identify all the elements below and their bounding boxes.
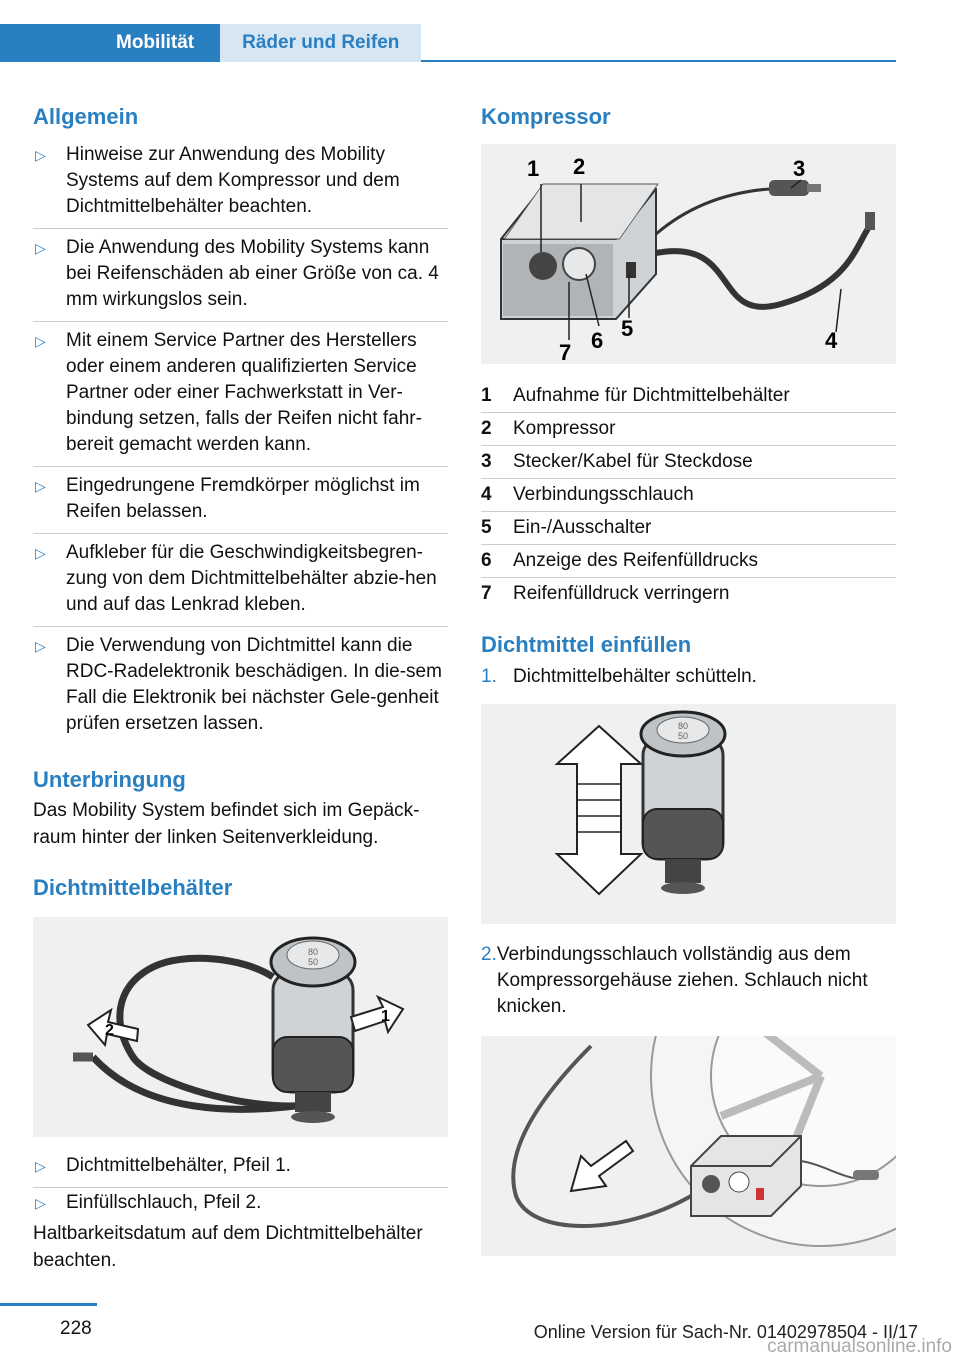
triangle-icon: ▷ — [35, 1158, 46, 1174]
list-item: ▷ Mit einem Service Partner des Herstellers oder einem anderen qualifizierten Service Partner oder einer Fachwerkstatt in Ver-bindung setzen, falls der Reifen nicht fahr-bereit gemacht werden kann. — [33, 328, 448, 467]
shake-can-label-top: 80 — [677, 721, 689, 731]
figure-sealant-container — [33, 917, 448, 1137]
compressor-label-5: 5 — [621, 316, 634, 341]
list-item: ▷ Aufkleber für die Geschwindigkeitsbegren-zung von dem Dichtmittelbehälter abzie-hen und auf das Lenkrad kleben. — [33, 540, 448, 627]
compressor-label-2: 2 — [573, 154, 586, 179]
compressor-wheel-illustration — [481, 1036, 896, 1256]
can-label-top: 80 — [307, 947, 319, 957]
heading-dichtmittel-einfuellen: Dichtmittel einfüllen — [481, 632, 692, 657]
figure-compressor — [481, 144, 896, 364]
triangle-icon: ▷ — [35, 240, 46, 256]
shake-illustration — [481, 704, 896, 924]
compressor-label-3: 3 — [793, 156, 806, 181]
watermark: carmanualsonline.info — [767, 1336, 952, 1357]
legend-item: 1 Aufnahme für Dichtmittelbehälter — [481, 380, 896, 413]
tab-raeder-und-reifen[interactable]: Räder und Reifen — [220, 24, 421, 62]
heading-allgemein: Allgemein — [33, 104, 139, 129]
triangle-icon: ▷ — [35, 1195, 46, 1211]
arrow-2-label: 2 — [105, 1022, 114, 1039]
online-version-text: Online Version für Sach-Nr. 01402978504 - II/17 — [533, 1322, 918, 1342]
steps-list — [481, 664, 896, 690]
can-label-bottom: 50 — [307, 957, 319, 967]
legend-item: 3 Stecker/Kabel für Steckdose — [481, 446, 896, 479]
figure-compressor-wheel — [481, 1036, 896, 1256]
compressor-legend — [481, 380, 896, 610]
dicht-note: Haltbarkeitsdatum auf dem Dichtmittelbehälter beachten. — [33, 1223, 423, 1271]
list-item: ▷ Einfüllschlauch, Pfeil 2. — [33, 1190, 448, 1220]
unterbringung-text: Das Mobility System befindet sich im Gepäck-raum hinter der linken Seitenverkleidung. — [33, 800, 420, 848]
list-item: ▷ Die Anwendung des Mobility Systems kann bei Reifenschäden ab einer Größe von ca. 4 mm wirkungslos sein. — [33, 235, 448, 322]
legend-item: 5 Ein-/Ausschalter — [481, 512, 896, 545]
triangle-icon: ▷ — [35, 478, 46, 494]
list-item: ▷ Hinweise zur Anwendung des Mobility Systems auf dem Kompressor und dem Dichtmittelbehälter beachten. — [33, 142, 448, 229]
heading-unterbringung: Unterbringung — [33, 767, 186, 792]
shake-can-label-bottom: 50 — [677, 731, 689, 741]
dicht-list — [33, 1153, 448, 1220]
compressor-label-4: 4 — [825, 328, 838, 353]
page-number: 228 — [60, 1318, 92, 1339]
footer-rule — [0, 1303, 97, 1306]
step-item: 2. Verbindungsschlauch vollständig aus dem Kompressorgehäuse ziehen. Schlauch nicht knicken. — [481, 944, 868, 1017]
steps-list-2 — [481, 942, 896, 1020]
triangle-icon: ▷ — [35, 147, 46, 163]
arrow-1-label: 1 — [381, 1008, 390, 1025]
heading-kompressor: Kompressor — [481, 104, 611, 129]
legend-item: 2 Kompressor — [481, 413, 896, 446]
list-item: ▷ Dichtmittelbehälter, Pfeil 1. — [33, 1153, 448, 1188]
compressor-label-7: 7 — [559, 340, 572, 364]
triangle-icon: ▷ — [35, 638, 46, 654]
triangle-icon: ▷ — [35, 545, 46, 561]
tab-mobilitaet[interactable]: Mobilität — [0, 24, 220, 62]
heading-dichtmittelbehaelter: Dichtmittelbehälter — [33, 875, 233, 900]
list-item: ▷ Eingedrungene Fremdkörper möglichst im Reifen belassen. — [33, 473, 448, 534]
legend-item: 6 Anzeige des Reifenfülldrucks — [481, 545, 896, 578]
left-column — [33, 104, 448, 1274]
compressor-label-1: 1 — [527, 156, 540, 181]
right-column — [481, 104, 896, 1272]
step-item: 1. Dichtmittelbehälter schütteln. — [481, 666, 757, 687]
header-tabs — [0, 24, 896, 62]
legend-item: 4 Verbindungsschlauch — [481, 479, 896, 512]
compressor-illustration — [481, 144, 896, 364]
sealant-container-illustration — [33, 917, 448, 1137]
compressor-label-6: 6 — [591, 328, 604, 353]
triangle-icon: ▷ — [35, 333, 46, 349]
figure-shake-container — [481, 704, 896, 924]
legend-item: 7 Reifenfülldruck verringern — [481, 583, 730, 604]
allgemein-list — [33, 142, 448, 745]
list-item: ▷ Die Verwendung von Dichtmittel kann die RDC-Radelektronik beschädigen. In die-sem Fall die Elektronik bei nächster Gele-genheit prüfen ersetzen lassen. — [35, 635, 442, 734]
